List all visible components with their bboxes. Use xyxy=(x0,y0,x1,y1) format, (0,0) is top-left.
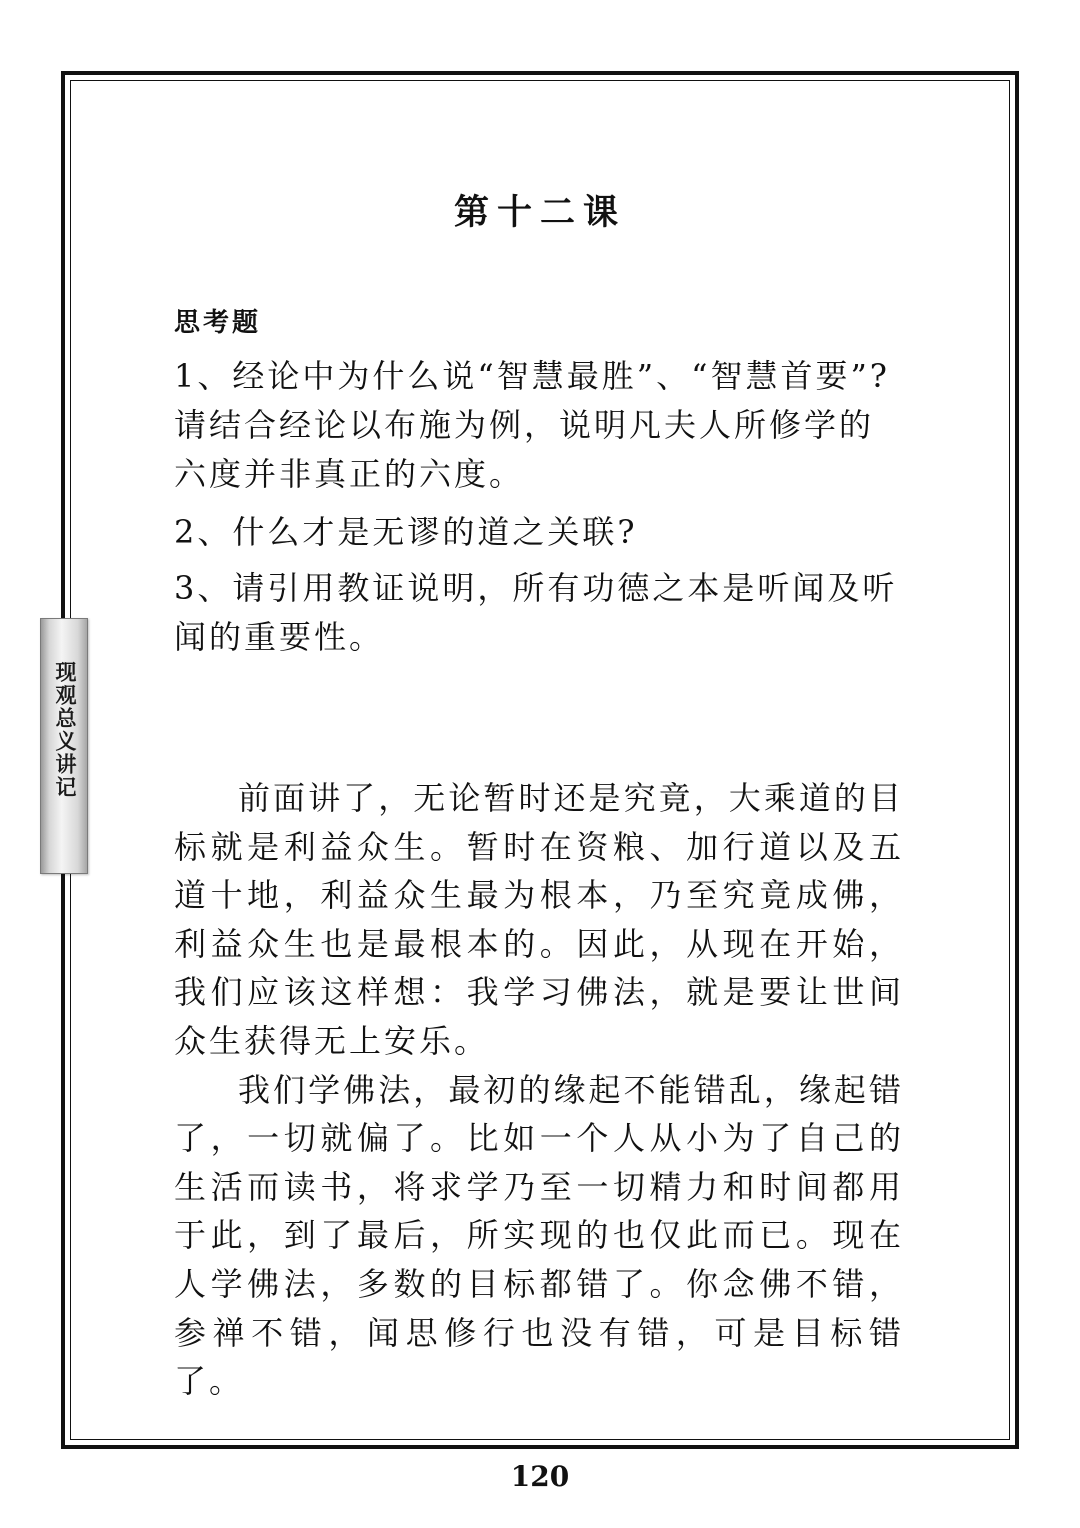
lesson-title: 第十二课 xyxy=(453,192,626,233)
side-tab xyxy=(40,618,88,874)
question-3: 3、请引用教证说明，所有功德之本是听闻及听闻的重要性。 xyxy=(174,569,898,656)
question-1: 1、经论中为什么说“智慧最胜”、“智慧首要”?请结合经论以布施为例，说明凡夫人所修学的六度并非真正的六度。 xyxy=(174,357,890,493)
body-paragraph-2: 我们学佛法，最初的缘起不能错乱，缘起错了，一切就偏了。比如一个人从小为了自己的生活而读书，将求学乃至一切精力和时间都用于此，到了最后，所实现的也仅此而已。现在人学佛法，多数的目标都错了。你念佛不错，参禅不错，闻思修行也没有错，可是目标错了。 xyxy=(174,1070,904,1401)
side-tab-label: 现观总义讲记 xyxy=(53,661,78,799)
page-number: 120 xyxy=(510,1460,570,1493)
questions-heading: 思考题 xyxy=(174,308,262,338)
body-text xyxy=(174,774,904,1406)
body-paragraph-1: 前面讲了，无论暂时还是究竟，大乘道的目标就是利益众生。暂时在资粮、加行道以及五道十地，利益众生最为根本，乃至究竟成佛，利益众生也是最根本的。因此，从现在开始，我们应该这样想：我学习佛法，就是要让世间众生获得无上安乐。 xyxy=(174,779,904,1060)
question-2: 2、什么才是无谬的道之关联? xyxy=(174,513,638,551)
